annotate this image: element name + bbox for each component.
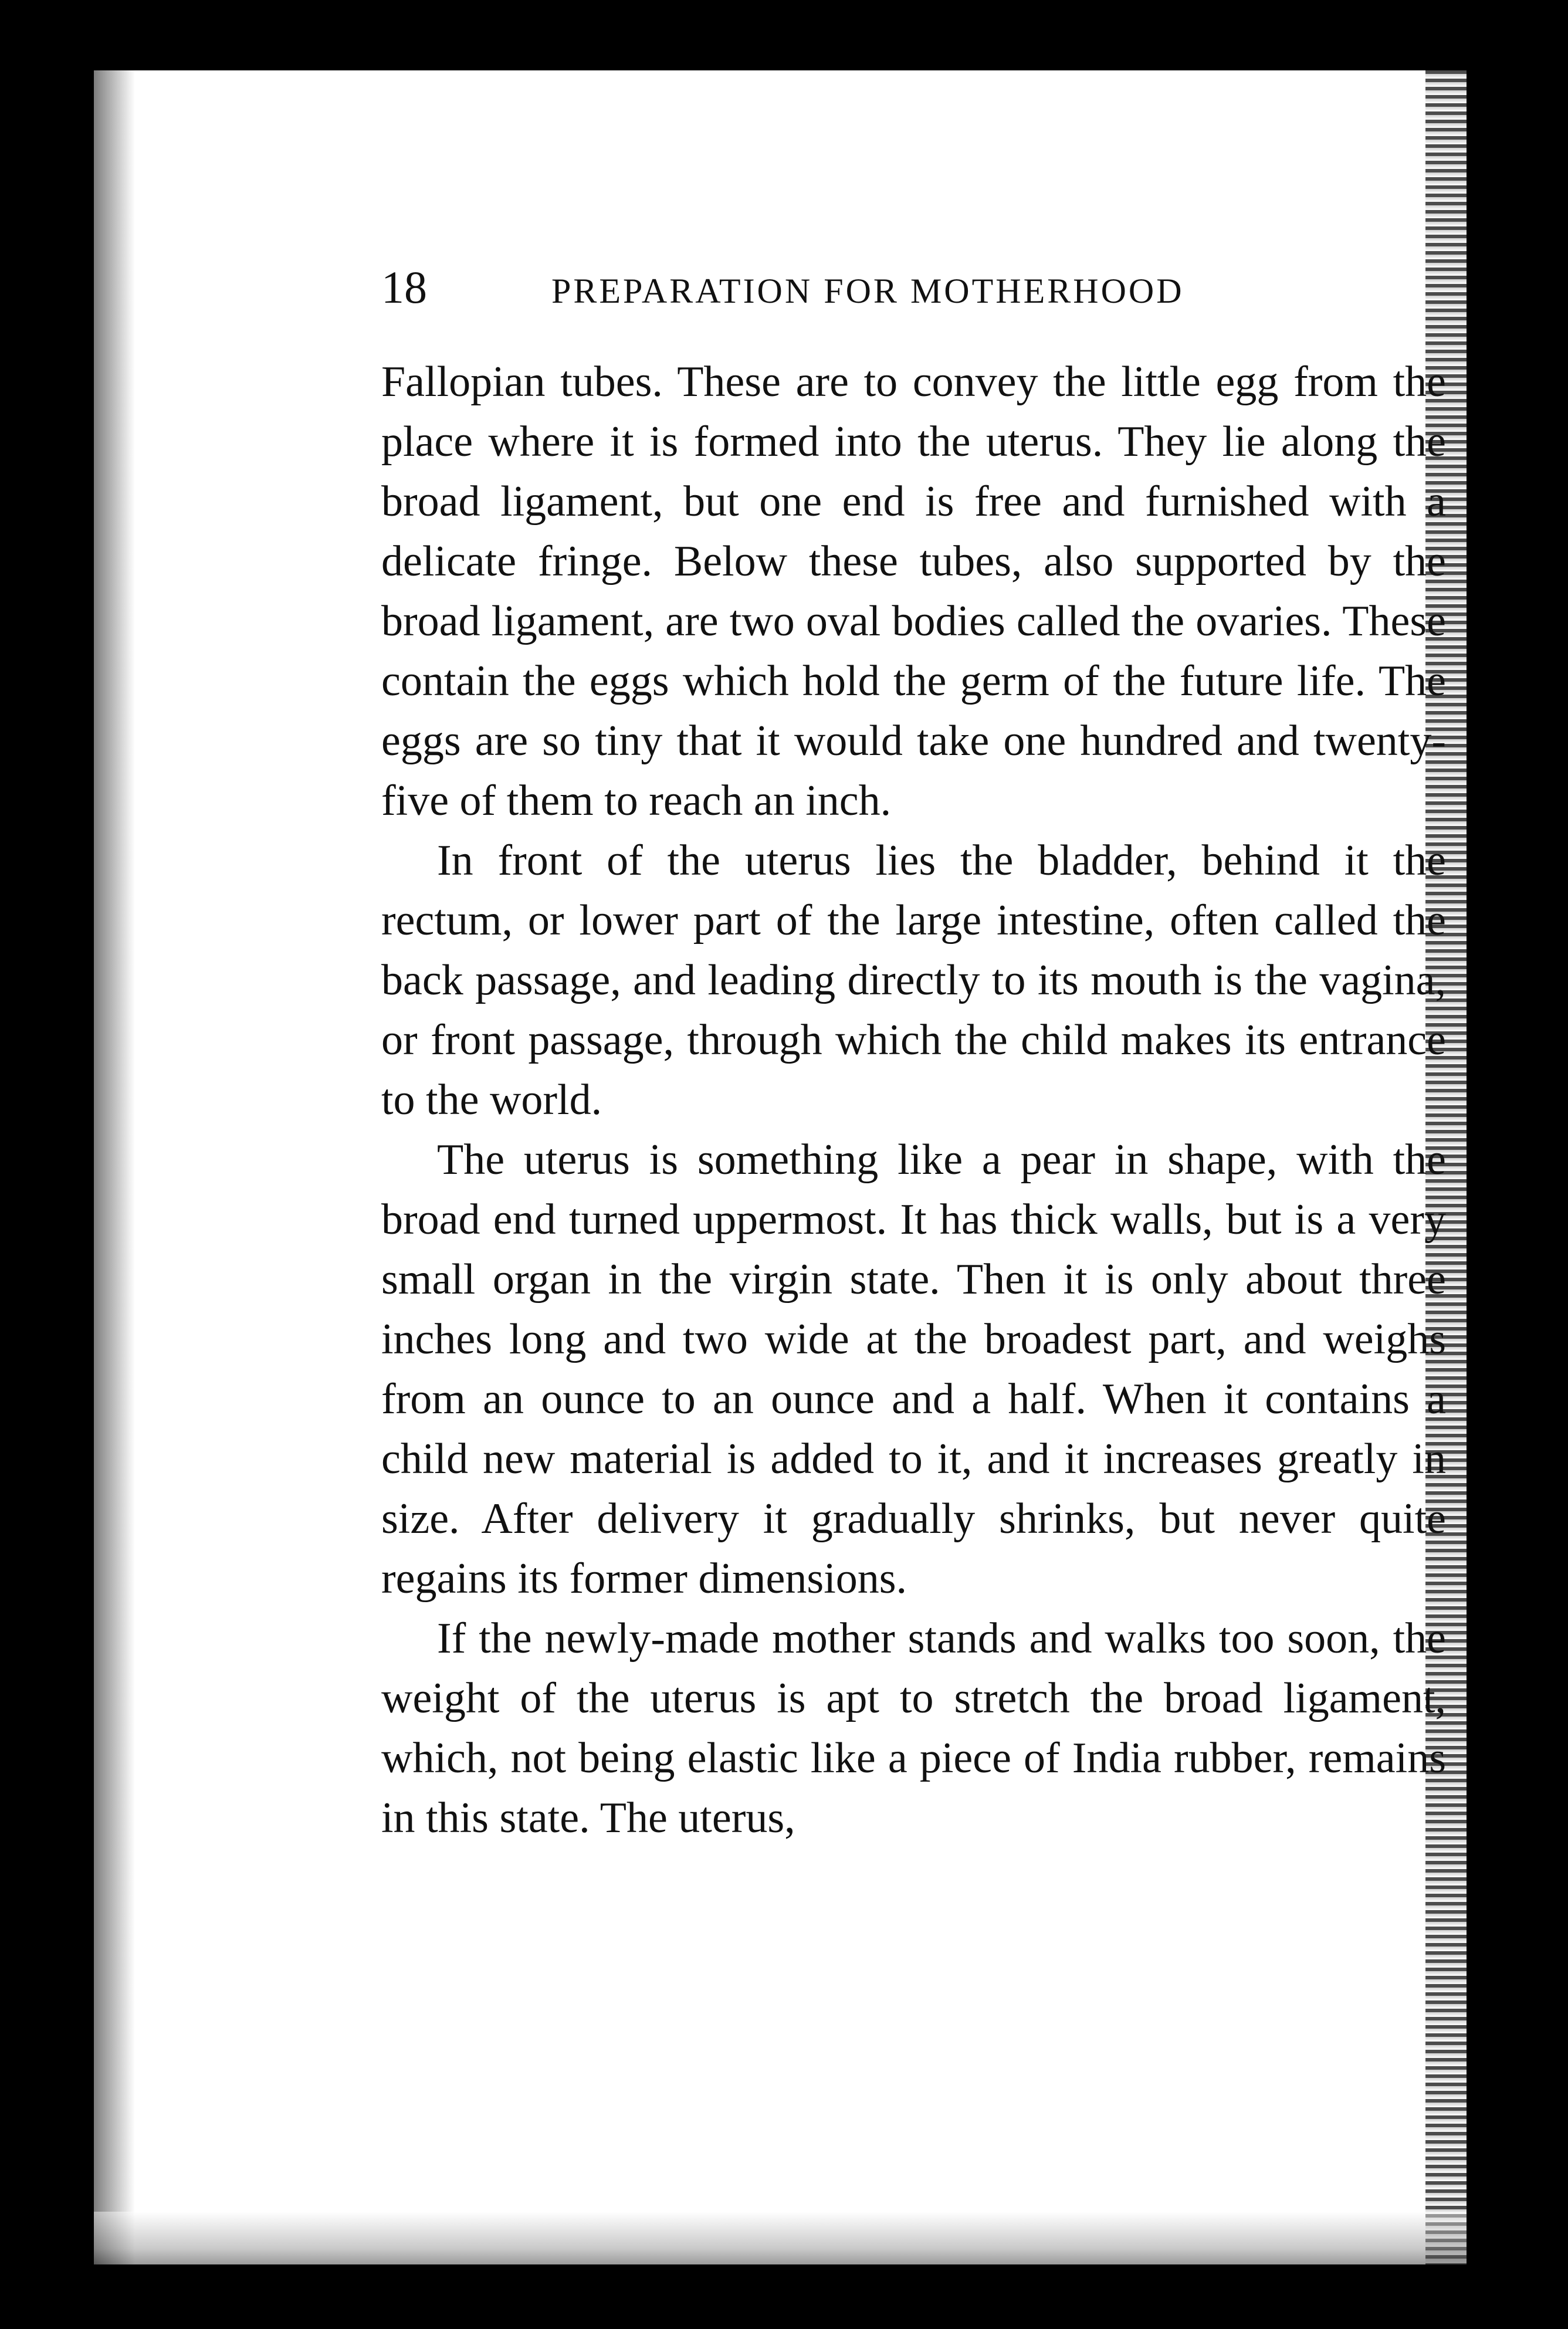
paragraph-3: The uterus is something like a pear in shape, with the broad end turned uppermost. It has thick walls, but is a very small organ in the virgin state. Then it is only about three inches long and two wide at the broadest part, and weighs from an ounce to an ounce and a half. When it contains a child new material is added to it, and it increases greatly in size. After delivery it gradually shrinks, but never quite regains its former dimensions. (381, 1136, 1446, 1603)
page-number: 18 (381, 262, 427, 313)
page-gutter-shadow (94, 70, 135, 2264)
paragraph-1: Fallopian tubes. These are to convey the little egg from the place where it is formed into the uterus. They lie along the broad ligament, but one end is free and furnished with a delicate fringe. Below these tubes, also supported by the broad ligament, are two oval bodies called the ovaries. These contain the eggs which hold the germ of the future life. The eggs are so tiny that it would take one hundred and twenty-five of them to reach an inch. (381, 358, 1446, 825)
page-bottom-shadow (94, 2212, 1467, 2264)
paragraph-4: If the newly-made mother stands and walks too soon, the weight of the uterus is apt to stretch the broad ligament, which, not being elastic like a piece of India rubber, remains in this state. The uterus, (381, 1614, 1446, 1842)
body-text (381, 352, 1446, 1848)
paragraph-2: In front of the uterus lies the bladder, behind it the rectum, or lower part of the large intestine, often called the back passage, and leading directly to its mouth is the vagina, or front passage, through which the child makes its entrance to the world. (381, 837, 1446, 1124)
running-title: PREPARATION FOR MOTHERHOOD (551, 272, 1184, 310)
page-header (381, 258, 1437, 317)
